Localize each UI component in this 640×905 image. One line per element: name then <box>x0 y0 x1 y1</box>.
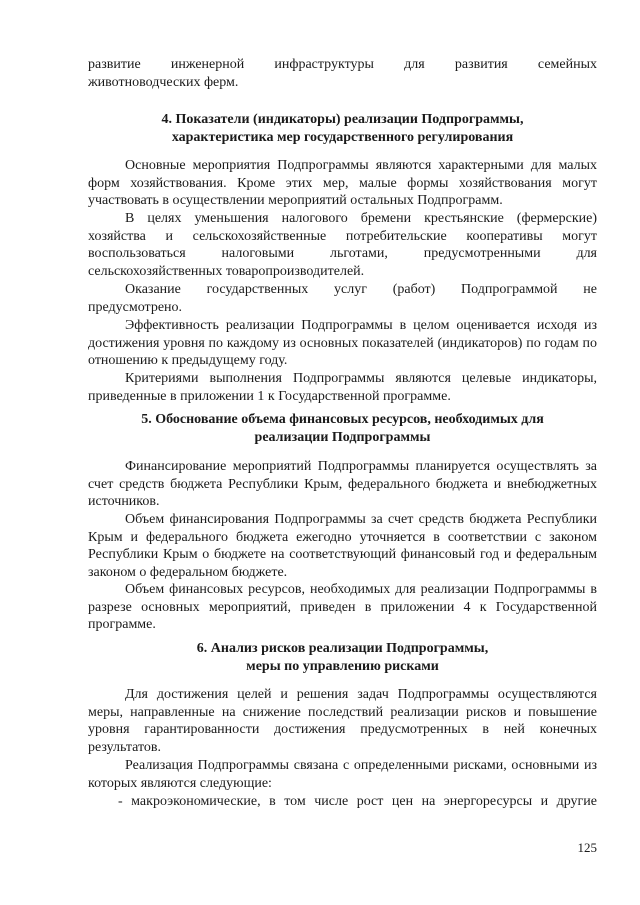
section-4-paragraph-3-line-1: Оказание государственных услуг (работ) Подпрограммой не <box>125 282 597 297</box>
section-6-heading-line-1: 6. Анализ рисков реализации Подпрограммы, <box>196 641 489 656</box>
section-5-heading-line-2: реализации Подпрограммы <box>254 430 431 445</box>
page-number: 125 <box>577 840 597 855</box>
section-5-paragraph-2: Объем финансирования Подпрограммы за счет средств бюджета Республики Крым и федерального бюджета ежегодно уточняется в соответствии с законом Республики Крым о бюджете на соответствующий финансовый год и федеральным законом о федеральном бюджете. <box>88 512 597 580</box>
section-4-paragraph-2: В целях уменьшения налогового бремени крестьянские (фермерские) хозяйства и сельскохозяйственные потребительские кооперативы могут воспользоваться налоговыми льготами, предусмотренными для сельскохозяйственных товаропроизводителей. <box>88 211 597 279</box>
section-6-paragraph-3: - макроэкономические, в том числе рост цен на энергоресурсы и другие <box>118 794 597 809</box>
section-5-heading <box>88 411 597 447</box>
section-4-paragraph-1: Основные мероприятия Подпрограммы являются характерными для малых форм хозяйствования. Кроме этих мер, малые формы хозяйствования могут участвовать в осуществлении мероприятий остальных Подпрограмм. <box>88 158 597 209</box>
intro-line-1: развитие инженерной инфраструктуры для развития семейных <box>88 57 597 72</box>
section-5-heading-line-1: 5. Обоснование объема финансовых ресурсов, необходимых для <box>141 412 544 427</box>
section-4-heading <box>88 111 597 147</box>
section-6-paragraph-1: Для достижения целей и решения задач Подпрограммы осуществляются меры, направленные на снижение последствий реализации рисков и повышение уровня гарантированности достижения предусмотренных в ней конечных результатов. <box>88 687 597 755</box>
section-6-paragraph-2: Реализация Подпрограммы связана с определенными рисками, основными из которых являются следующие: <box>88 758 597 791</box>
section-6-heading <box>88 640 597 676</box>
section-6-heading-line-2: меры по управлению рисками <box>246 659 439 674</box>
section-5-paragraph-3: Объем финансовых ресурсов, необходимых для реализации Подпрограммы в разрезе основных мероприятий, приведен в приложении 4 к Государственной программе. <box>88 582 597 633</box>
intro-line-2: животноводческих ферм. <box>88 75 239 90</box>
section-4-paragraph-5: Критериями выполнения Подпрограммы являются целевые индикаторы, приведенные в приложении 1 к Государственной программе. <box>88 371 597 404</box>
section-4-paragraph-3-line-2: предусмотрено. <box>88 300 183 315</box>
section-5-paragraph-1: Финансирование мероприятий Подпрограммы планируется осуществлять за счет средств бюджета Республики Крым, федерального бюджета и внебюджетных источников. <box>88 459 597 510</box>
section-4-heading-line-1: 4. Показатели (индикаторы) реализации Подпрограммы, <box>161 112 524 127</box>
section-4-paragraph-4: Эффективность реализации Подпрограммы в целом оценивается исходя из достижения уровня по каждому из основных показателей (индикаторов) по годам по отношению к предыдущему году. <box>88 318 597 369</box>
section-4-heading-line-2: характеристика мер государственного регулирования <box>171 130 514 145</box>
